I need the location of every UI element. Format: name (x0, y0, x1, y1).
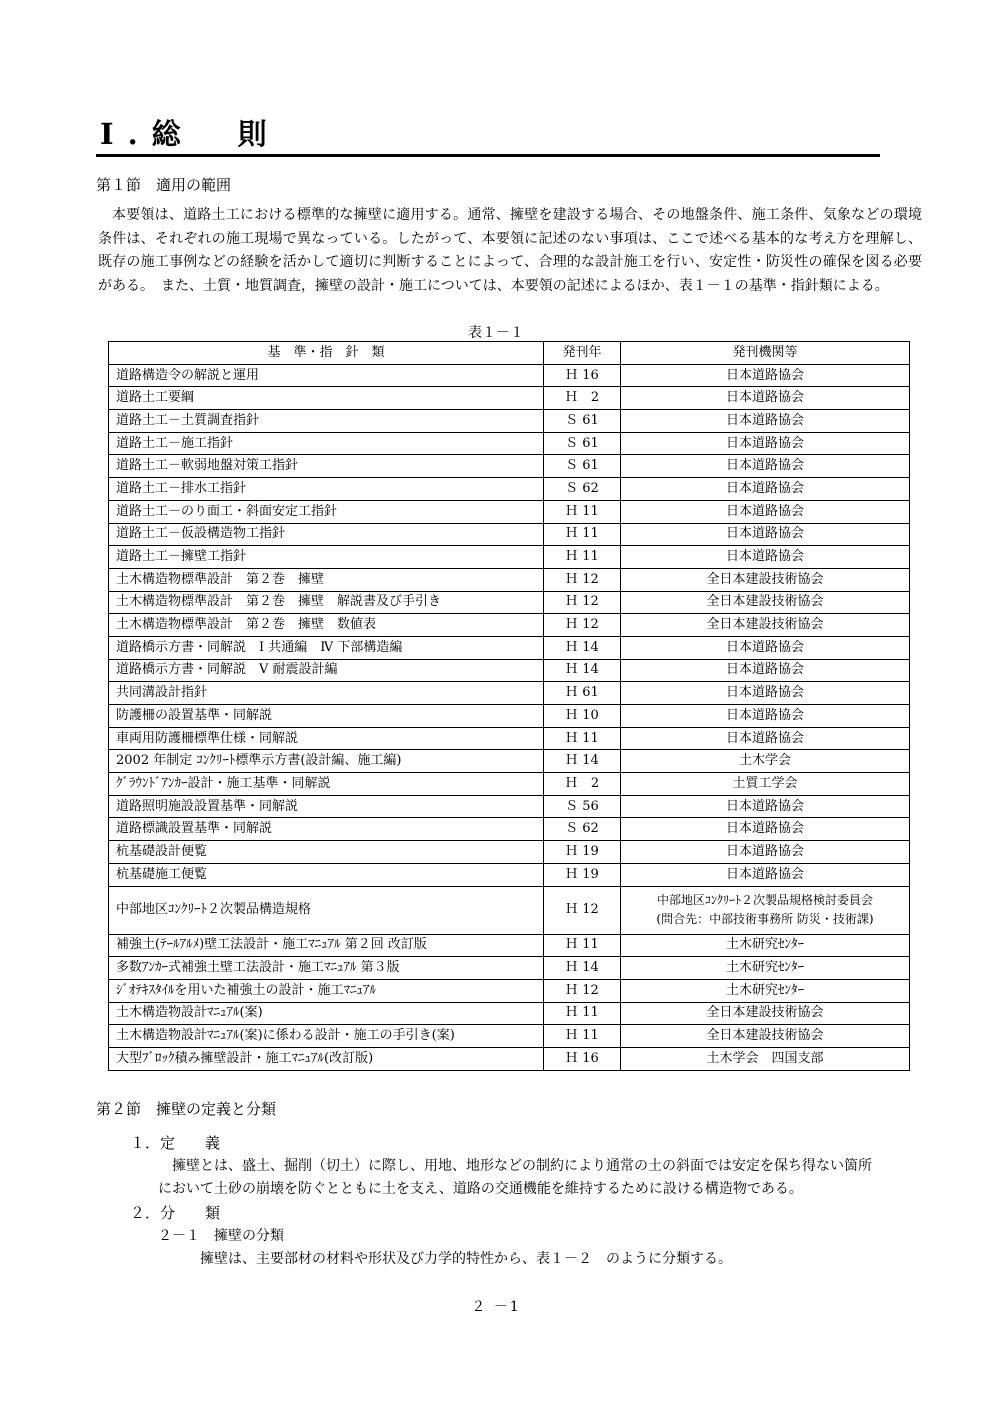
table-row (109, 818, 910, 841)
subsubsection-heading: ２－１ 擁壁の分類 (158, 1228, 284, 1244)
standard-name-cell: 道路照明施設設置基準・同解説 (109, 795, 544, 818)
publisher-cell: 日本道路協会 (621, 478, 910, 501)
table-row (109, 659, 910, 682)
publisher-cell: 日本道路協会 (621, 818, 910, 841)
publication-year-cell: Ｈ 16 (544, 1047, 621, 1070)
standard-name-cell: 道路土工－軟弱地盤対策工指針 (109, 455, 544, 478)
publication-year-cell: Ｓ 56 (544, 795, 621, 818)
table-row (109, 500, 910, 523)
publication-year-cell: Ｈ 2 (544, 387, 621, 410)
table-row (109, 934, 910, 957)
standard-name-cell: 2002 年制定 ｺﾝｸﾘｰﾄ標準示方書(設計編、施工編) (109, 750, 544, 773)
standard-name-cell: 土木構造物設計ﾏﾆｭｱﾙ(案) (109, 1002, 544, 1025)
table-row (109, 364, 910, 387)
table-row (109, 614, 910, 637)
classification-text: 擁壁は、主要部材の材料や形状及び力学的特性から、表１－２ のように分類する。 (200, 1251, 732, 1267)
publisher-cell: 土木研究ｾﾝﾀｰ (621, 957, 910, 980)
publication-year-cell: Ｓ 61 (544, 432, 621, 455)
publication-year-cell: Ｈ 12 (544, 568, 621, 591)
header-name: 基 準・指 針 類 (109, 342, 544, 365)
publisher-cell: 日本道路協会 (621, 523, 910, 546)
publisher-cell: 日本道路協会 (621, 387, 910, 410)
table-row (109, 636, 910, 659)
publisher-cell: 土木研究ｾﾝﾀｰ (621, 934, 910, 957)
table-caption: 表１－１ (468, 325, 524, 341)
standard-name-cell: 道路土工－土質調査指針 (109, 410, 544, 433)
table-row (109, 432, 910, 455)
table-row (109, 568, 910, 591)
standard-name-cell: 道路標識設置基準・同解説 (109, 818, 544, 841)
standard-name-cell: 多数ｱﾝｶｰ式補強土壁工法設計・施工ﾏﾆｭｱﾙ 第３版 (109, 957, 544, 980)
publication-year-cell: Ｈ 61 (544, 682, 621, 705)
table-row (109, 410, 910, 433)
publisher-cell: 日本道路協会 (621, 455, 910, 478)
standard-name-cell: 杭基礎設計便覧 (109, 841, 544, 864)
publisher-cell: 全日本建設技術協会 (621, 1025, 910, 1048)
publisher-cell: 土木学会 (621, 750, 910, 773)
publisher-cell: 日本道路協会 (621, 546, 910, 569)
publisher-cell (621, 886, 910, 934)
table-row (109, 727, 910, 750)
publication-year-cell: Ｈ 11 (544, 546, 621, 569)
publication-year-cell: Ｈ 12 (544, 591, 621, 614)
publisher-cell: 日本道路協会 (621, 841, 910, 864)
subsection-heading-definition: １．定 義 (130, 1134, 221, 1152)
table-row (109, 841, 910, 864)
standard-name-cell: 土木構造物標準設計 第２巻 擁壁 (109, 568, 544, 591)
standard-name-cell: 土木構造物標準設計 第２巻 擁壁 解説書及び手引き (109, 591, 544, 614)
standard-name-cell: ｼﾞｵﾃｷｽﾀｲﾙを用いた補強土の設計・施工ﾏﾆｭｱﾙ (109, 979, 544, 1002)
publication-year-cell: Ｈ 12 (544, 886, 621, 934)
publisher-cell: 土質工学会 (621, 773, 910, 796)
publication-year-cell: Ｈ 2 (544, 773, 621, 796)
table-row (109, 957, 910, 980)
header-publisher: 発刊機関等 (621, 342, 910, 365)
header-year: 発刊年 (544, 342, 621, 365)
standard-name-cell: 車両用防護柵標準仕様・同解説 (109, 727, 544, 750)
publication-year-cell: Ｈ 19 (544, 841, 621, 864)
publication-year-cell: Ｓ 62 (544, 818, 621, 841)
publication-year-cell: Ｈ 11 (544, 523, 621, 546)
publication-year-cell: Ｈ 19 (544, 863, 621, 886)
standard-name-cell: 共同溝設計指針 (109, 682, 544, 705)
standard-name-cell: 道路土工－擁壁工指針 (109, 546, 544, 569)
standard-name-cell: 中部地区ｺﾝｸﾘｰﾄ２次製品構造規格 (109, 886, 544, 934)
table-row (109, 1047, 910, 1070)
publisher-cell: 全日本建設技術協会 (621, 568, 910, 591)
definition-line-2: において土砂の崩壊を防ぐとともに土を支え、道路の交通機能を維持するために設ける構造物である。 (158, 1181, 803, 1197)
table-row (109, 863, 910, 886)
standard-name-cell: ｸﾞﾗｳﾝﾄﾞｱﾝｶｰ設計・施工基準・同解説 (109, 773, 544, 796)
publisher-cell: 日本道路協会 (621, 682, 910, 705)
table-row (109, 886, 910, 934)
publication-year-cell: Ｓ 61 (544, 410, 621, 433)
chapter-title: Ⅰ.総 則 (100, 117, 281, 151)
publication-year-cell: Ｈ 12 (544, 614, 621, 637)
table-row (109, 979, 910, 1002)
publication-year-cell: Ｈ 16 (544, 364, 621, 387)
standard-name-cell: 道路土工－排水工指針 (109, 478, 544, 501)
publication-year-cell: Ｈ 11 (544, 1025, 621, 1048)
table-row (109, 682, 910, 705)
standard-name-cell: 道路構造令の解説と運用 (109, 364, 544, 387)
publication-year-cell: Ｈ 10 (544, 705, 621, 728)
standard-name-cell: 大型ﾌﾞﾛｯｸ積み擁壁設計・施工ﾏﾆｭｱﾙ(改訂版) (109, 1047, 544, 1070)
table-row (109, 591, 910, 614)
standard-name-cell: 道路土工－施工指針 (109, 432, 544, 455)
publication-year-cell: Ｓ 62 (544, 478, 621, 501)
publication-year-cell: Ｈ 11 (544, 500, 621, 523)
table-row (109, 795, 910, 818)
publisher-note: (問合先：中部技術事務所 防災・技術課) (656, 912, 874, 926)
standard-name-cell: 土木構造物標準設計 第２巻 擁壁 数値表 (109, 614, 544, 637)
publication-year-cell: Ｈ 14 (544, 750, 621, 773)
publisher-cell: 日本道路協会 (621, 727, 910, 750)
section1-paragraph: 本要領は、道路土工における標準的な擁壁に適用する。通常、擁壁を建設する場合、その地盤条件、施工条件、気象などの環境条件は、それぞれの施工現場で異なっている。したがって、本要領に記述のない事項は、ここで述べる基本的な考え方を理解し、既存の施工事例などの経験を活かして適切に判断することによって、合理的な設計施工を行い、安定性・防災性の確保を図る必要がある。 また、土質・地質調査，擁壁の設計・施工については、本要領の記述によるほか、表１－１の基準・指針類による。 (98, 207, 922, 294)
publisher-cell: 日本道路協会 (621, 863, 910, 886)
publisher-cell: 日本道路協会 (621, 795, 910, 818)
standards-table-body (109, 364, 910, 1070)
subsection-heading-classification: ２．分 類 (130, 1204, 221, 1222)
publisher-cell: 全日本建設技術協会 (621, 614, 910, 637)
publication-year-cell: Ｈ 11 (544, 1002, 621, 1025)
table-header-row (109, 342, 910, 365)
table-row (109, 546, 910, 569)
standard-name-cell: 道路橋示方書・同解説 Ⅴ 耐震設計編 (109, 659, 544, 682)
publisher-name: 中部地区ｺﾝｸﾘｰﾄ２次製品規格検討委員会 (656, 893, 873, 907)
publisher-cell: 日本道路協会 (621, 705, 910, 728)
standards-table (108, 341, 910, 1071)
table-row (109, 1025, 910, 1048)
standard-name-cell: 補強土(ﾃｰﾙｱﾙﾒ)壁工法設計・施工ﾏﾆｭｱﾙ 第２回 改訂版 (109, 934, 544, 957)
table-row (109, 750, 910, 773)
standard-name-cell: 防護柵の設置基準・同解説 (109, 705, 544, 728)
publication-year-cell: Ｈ 12 (544, 979, 621, 1002)
publisher-cell: 日本道路協会 (621, 364, 910, 387)
publisher-cell: 全日本建設技術協会 (621, 591, 910, 614)
title-rule (96, 154, 880, 157)
publication-year-cell: Ｈ 11 (544, 934, 621, 957)
table-row (109, 387, 910, 410)
publisher-cell: 土木研究ｾﾝﾀｰ (621, 979, 910, 1002)
standard-name-cell: 道路橋示方書・同解説 Ⅰ 共通編 Ⅳ 下部構造編 (109, 636, 544, 659)
publication-year-cell: Ｈ 14 (544, 636, 621, 659)
publication-year-cell: Ｈ 14 (544, 659, 621, 682)
definition-line-1: 擁壁とは、盛土、掘削（切土）に際し、用地、地形などの制約により通常の土の斜面では安定を保ち得ない箇所 (172, 1158, 872, 1174)
table-row (109, 705, 910, 728)
table-row (109, 523, 910, 546)
publisher-cell: 日本道路協会 (621, 432, 910, 455)
publisher-cell: 日本道路協会 (621, 636, 910, 659)
publication-year-cell: Ｈ 14 (544, 957, 621, 980)
publication-year-cell: Ｈ 11 (544, 727, 621, 750)
table-row (109, 455, 910, 478)
standard-name-cell: 土木構造物設計ﾏﾆｭｱﾙ(案)に係わる設計・施工の手引き(案) (109, 1025, 544, 1048)
publisher-cell: 日本道路協会 (621, 659, 910, 682)
standard-name-cell: 道路土工要綱 (109, 387, 544, 410)
table-row (109, 478, 910, 501)
standard-name-cell: 杭基礎施工便覧 (109, 863, 544, 886)
publisher-cell: 日本道路協会 (621, 500, 910, 523)
publisher-cell: 日本道路協会 (621, 410, 910, 433)
publication-year-cell: Ｓ 61 (544, 455, 621, 478)
standard-name-cell: 道路土工－のり面工・斜面安定工指針 (109, 500, 544, 523)
publisher-cell: 土木学会 四国支部 (621, 1047, 910, 1070)
publisher-cell: 全日本建設技術協会 (621, 1002, 910, 1025)
table-row (109, 773, 910, 796)
standard-name-cell: 道路土工－仮設構造物工指針 (109, 523, 544, 546)
section-heading-2: 第２節 擁壁の定義と分類 (96, 1100, 277, 1118)
section-heading-1: 第１節 適用の範囲 (96, 176, 232, 194)
table-row (109, 1002, 910, 1025)
page-number: ２ －1 (471, 1299, 521, 1315)
